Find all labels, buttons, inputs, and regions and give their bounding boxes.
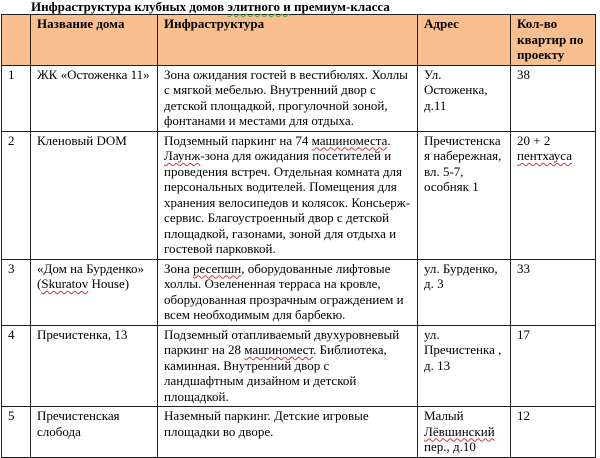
- spellcheck-red-underline: Лаунж: [164, 148, 201, 163]
- table-header-row: [2, 15, 596, 66]
- address-cell: ул. Пречистенка , д. 13: [418, 325, 511, 407]
- row-number-cell: 2: [2, 131, 31, 259]
- apartments-count-cell: 20 + 2 пентхауса: [511, 131, 596, 259]
- apartments-count-cell: 33: [511, 259, 596, 325]
- row-number-column-header: [2, 15, 31, 66]
- table-body: [2, 65, 596, 457]
- address-column-header: Адрес: [418, 15, 511, 66]
- address-cell: ул. Бурденко, д. 3: [418, 259, 511, 325]
- spellcheck-red-underline: ресепшн: [193, 260, 242, 276]
- spellcheck-red-underline: пентхауса: [517, 148, 573, 163]
- infrastructure-cell: Подземный отапливаемый двухуровневый паркинг на 28 машиномест. Библиотека, каминная. Внутренний двор с ландшафтным дизайном и детской площадкой.: [158, 325, 418, 407]
- apartments-count-column-header: Кол-во квартир по проекту: [511, 15, 596, 66]
- document-title: Инфраструктура клубных домов элитного и премиум-класса: [31, 0, 390, 14]
- table-row: [2, 259, 596, 325]
- row-number-cell: 1: [2, 65, 31, 131]
- table-header: [2, 15, 596, 66]
- row-number-cell: 5: [2, 407, 31, 458]
- infrastructure-cell: Зона ресепшн, оборудованные лифтовые холлы. Озелененная терраса на кровле, оборудованная прозрачным ограждением и всем необходимым для барбекю.: [158, 259, 418, 325]
- table-row: [2, 325, 596, 407]
- infrastructure-column-header: Инфраструктура: [158, 15, 418, 66]
- table-row: [2, 407, 596, 458]
- house-name-cell: ЖК «Остоженка 11»: [31, 65, 158, 131]
- house-name-cell: Пречистенка, 13: [31, 325, 158, 407]
- address-cell: Ул. Остоженка, д.11: [418, 65, 511, 131]
- spellcheck-red-underline: Skuratov: [41, 276, 89, 291]
- address-cell: Пречистенская набережная, вл. 5-7, особняк 1: [418, 131, 511, 259]
- apartments-count-cell: 17: [511, 325, 596, 407]
- address-cell: Малый Лёвшинский пер., д.10: [418, 407, 511, 458]
- row-number-cell: 4: [2, 325, 31, 407]
- apartments-count-cell: 38: [511, 65, 596, 131]
- club-houses-table: [1, 14, 596, 458]
- house-name-cell: Кленовый DOM: [31, 131, 158, 259]
- spellcheck-red-underline: машиномест: [244, 342, 314, 357]
- infrastructure-cell: Наземный паркинг. Детские игровые площадки во дворе.: [158, 407, 418, 458]
- row-number-cell: 3: [2, 259, 31, 325]
- table-row: [2, 65, 596, 131]
- apartments-count-cell: 12: [511, 407, 596, 458]
- spellcheck-red-underline: машиноместа: [311, 132, 388, 148]
- table-row: [2, 131, 596, 259]
- infrastructure-cell: Зона ожидания гостей в вестибюлях. Холлы с мягкой мебелью. Внутренний двор с детской площадкой, прогулочной зоной, фонтанами и местами для отдыха.: [158, 65, 418, 131]
- house-name-cell: Пречистенская слобода: [31, 407, 158, 458]
- grammar-green-underline: элитного и: [227, 0, 291, 14]
- infrastructure-cell: Подземный паркинг на 74 машиноместа. Лаунж-зона для ожидания посетителей и проведения встреч. Отдельная комната для персональных водителей. Помещения для хранения велосипедов и колясок. Консьерж-сервис. Благоустроенный двор с детской площадкой, газонами, зоной для отдыха и гостевой парковкой.: [158, 131, 418, 259]
- house-name-cell: «Дом на Бурденко» (Skuratov House): [31, 259, 158, 325]
- spellcheck-red-underline: Лёвшинский: [424, 423, 495, 439]
- house-name-column-header: Название дома: [31, 15, 158, 66]
